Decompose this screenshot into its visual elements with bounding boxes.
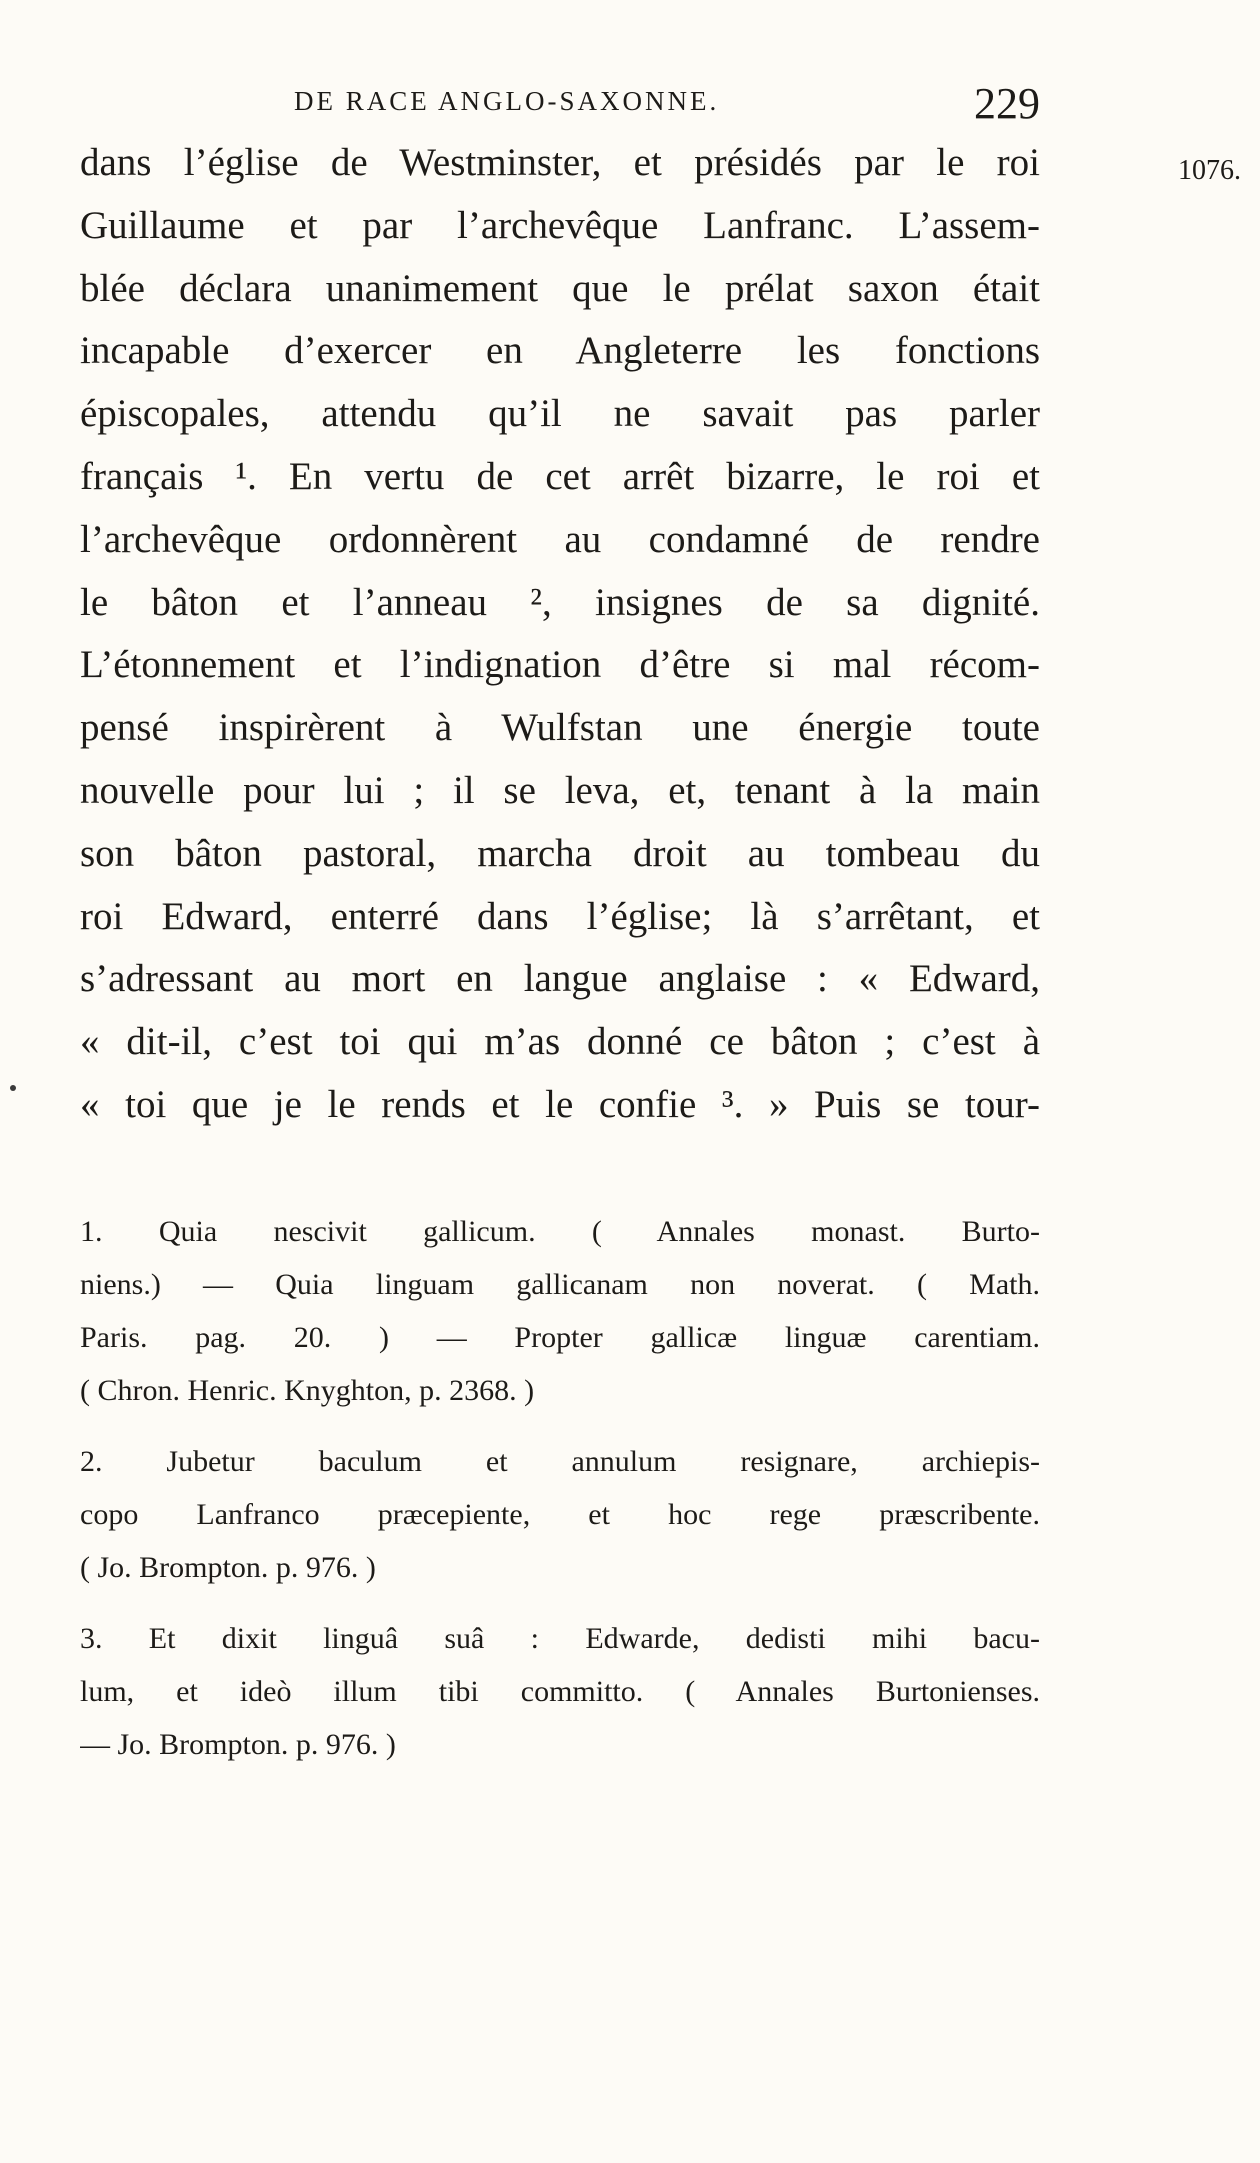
text-line: roi Edward, enterré dans l’église; là s’arrêtant, et	[80, 894, 1040, 938]
text-line: « toi que je le rends et le confie ³. » Puis se tour-	[80, 1082, 1040, 1126]
footnotes	[80, 1205, 1040, 1789]
text-line: « dit-il, c’est toi qui m’as donné ce bâton ; c’est à	[80, 1020, 1040, 1064]
text-line: Guillaume et par l’archevêque Lanfranc. L’assem-	[80, 203, 1040, 247]
footnote-3	[80, 1612, 1040, 1771]
page-number: 229	[974, 79, 1040, 128]
text-line: s’adressant au mort en langue anglaise : « Edward,	[80, 957, 1040, 1001]
footnote-line: 2. Jubetur baculum et annulum resignare, archiepis-	[80, 1445, 1040, 1478]
text-line: blée déclara unanimement que le prélat saxon était	[80, 266, 1040, 310]
text-line: incapable d’exercer en Angleterre les fonctions	[80, 329, 1040, 373]
footnote-line: Paris. pag. 20. ) — Propter gallicæ linguæ carentiam.	[80, 1321, 1040, 1354]
footnote-2	[80, 1435, 1040, 1594]
footnote-line: niens.) — Quia linguam gallicanam non noverat. ( Math.	[80, 1268, 1040, 1301]
footnote-line: ( Chron. Henric. Knyghton, p. 2368. )	[80, 1374, 535, 1407]
footnote-line: copo Lanfranco præcepiente, et hoc rege præscribente.	[80, 1498, 1040, 1531]
text-line: L’étonnement et l’indignation d’être si mal récom-	[80, 643, 1040, 687]
running-head	[80, 78, 1040, 128]
footnote-line: 1. Quia nescivit gallicum. ( Annales monast. Burto-	[80, 1215, 1040, 1248]
text-line: l’archevêque ordonnèrent au condamné de rendre	[80, 517, 1040, 561]
footnote-line: ( Jo. Brompton. p. 976. )	[80, 1551, 376, 1584]
margin-year: 1076.	[1178, 155, 1241, 186]
main-text	[80, 132, 1040, 1137]
ink-speck	[10, 1085, 16, 1091]
text-line: son bâton pastoral, marcha droit au tombeau du	[80, 831, 1040, 875]
text-line: pensé inspirèrent à Wulfstan une énergie toute	[80, 706, 1040, 750]
text-line: épiscopales, attendu qu’il ne savait pas parler	[80, 392, 1040, 436]
text-line: français ¹. En vertu de cet arrêt bizarre, le roi et	[80, 454, 1040, 498]
footnote-line: lum, et ideò illum tibi committo. ( Annales Burtonienses.	[80, 1675, 1040, 1708]
text-line: le bâton et l’anneau ², insignes de sa dignité.	[80, 580, 1040, 624]
footnote-line: 3. Et dixit linguâ suâ : Edwarde, dedisti mihi bacu-	[80, 1622, 1040, 1655]
footnote-1	[80, 1205, 1040, 1417]
text-line: dans l’église de Westminster, et présidés par le roi	[80, 141, 1040, 184]
running-title: DE RACE ANGLO-SAXONNE.	[294, 86, 720, 116]
text-line: nouvelle pour lui ; il se leva, et, tenant à la main	[80, 768, 1040, 812]
footnote-line: — Jo. Brompton. p. 976. )	[80, 1728, 396, 1761]
